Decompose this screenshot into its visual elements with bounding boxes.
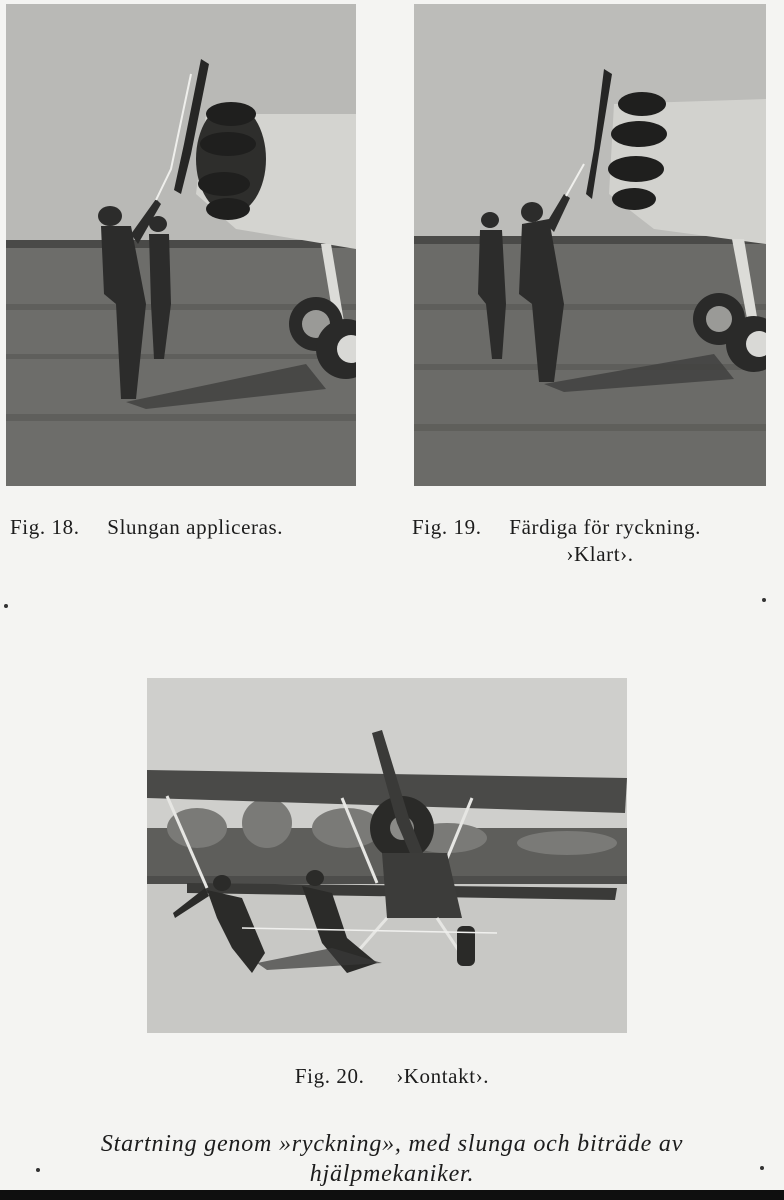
figure-19-caption-line2: ›Klart›. <box>566 542 634 566</box>
print-speck <box>36 1168 40 1172</box>
figure-19-caption <box>412 515 701 540</box>
print-speck <box>4 604 8 608</box>
figure-19-number: Fig. 19. <box>412 515 482 539</box>
scan-bottom-edge <box>0 1190 784 1200</box>
figure-18-photo <box>6 4 356 486</box>
figure-20-illustration <box>147 678 627 1033</box>
figure-20-number: Fig. 20. <box>294 1064 365 1088</box>
plate-caption-line2: hjälpmekaniker. <box>309 1161 475 1187</box>
figure-19-photo <box>414 4 766 486</box>
figure-18-number: Fig. 18. <box>10 515 80 539</box>
figure-18-caption <box>10 515 283 540</box>
figure-20-photo <box>147 678 627 1033</box>
figure-18-illustration <box>6 4 356 486</box>
figure-20-caption <box>0 1064 784 1089</box>
figure-19-illustration <box>414 4 766 486</box>
figure-18-text: Slungan appliceras. <box>107 515 284 539</box>
print-speck <box>762 598 766 602</box>
plate-caption-line1: Startning genom »ryckning», med slunga och biträde av <box>100 1131 684 1157</box>
print-speck <box>760 1166 764 1170</box>
figure-19-text-line1: Färdiga för ryckning. <box>509 515 701 539</box>
figure-20-text: ›Kontakt›. <box>396 1064 490 1088</box>
